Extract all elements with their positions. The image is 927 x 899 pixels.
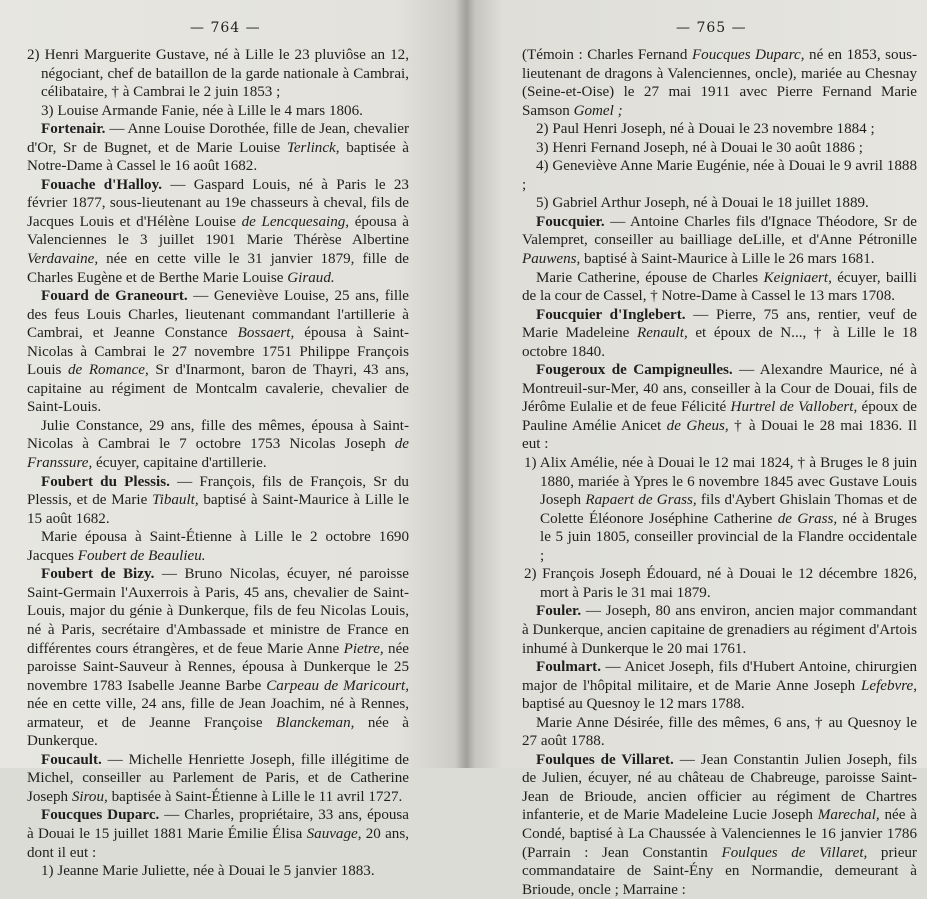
entry-name: Tibault, xyxy=(152,492,199,509)
entry-name: de Grass, xyxy=(777,510,838,527)
entry-text: — Pierre, 75 ans, rentier, veuf de Marie Madeleine xyxy=(522,306,917,342)
book-gutter xyxy=(455,0,475,768)
entry-name: Verdavaine, xyxy=(27,251,99,268)
entry-foubert-plessis xyxy=(27,473,409,529)
entry-heading: Foubert de Bizy. xyxy=(41,566,155,583)
entry-name: Lefebvre, xyxy=(860,677,917,694)
entry-fouard xyxy=(27,287,409,417)
entry-text: 1) Alix Amélie, née à Douai le 12 mai 1824, † à Bruges le 8 juin 1880, mariée à Ypres le 6 novembre 1845 avec Gustave Louis Joseph xyxy=(524,455,917,509)
entry-text: 20 ans, dont il eut : xyxy=(27,825,409,861)
entry-paragraph xyxy=(522,46,917,120)
entry-foucquier-inglebert xyxy=(522,306,917,362)
entry-heading: Foubert du Plessis. xyxy=(41,473,170,490)
entry-heading: Fouache d'Halloy. xyxy=(41,176,163,193)
entry-foucques-duparc xyxy=(27,806,409,862)
entry-heading: Foucquier d'Inglebert. xyxy=(536,306,686,323)
page-number-left: — 764 — xyxy=(190,20,261,36)
entry-foubert-bizy xyxy=(27,565,409,750)
entry-name: de Lencquesaing, xyxy=(241,213,350,230)
entry-text: Marie Catherine, épouse de Charles xyxy=(536,269,764,286)
left-page-text xyxy=(27,46,409,881)
entry-heading: Fougeroux de Campigneulles. xyxy=(536,362,733,379)
entry-name: Sauvage, xyxy=(306,825,362,842)
entry-text: né à Bruges le 5 juin 1805, conseiller provincial de la Flandre occidentale ; xyxy=(540,510,917,564)
entry-text: — Gaspard Louis, né à Paris le 23 février 1877, sous-lieutenant au 19e chasseurs à cheval, fils de Jacques Louis et d'Hélène Louise xyxy=(27,176,409,230)
entry-fougeroux xyxy=(522,361,917,454)
entry-text: Julie Constance, 29 ans, fille des mêmes, épousa à Saint-Nicolas à Cambrai le 7 octobre 1753 Nicolas Joseph xyxy=(27,417,409,453)
entry-name: Marechal, xyxy=(817,807,880,824)
entry-paragraph xyxy=(27,417,409,473)
list-item: 2) François Joseph Édouard, né à Douai le 12 décembre 1826, mort à Paris le 31 mai 1879. xyxy=(524,566,917,601)
entry-foulques-villaret xyxy=(522,751,917,899)
entry-name: de Gheus, xyxy=(666,417,729,434)
entry-name: Sirou, xyxy=(71,788,108,805)
entry-foucault xyxy=(27,751,409,807)
entry-text: baptisé au Quesnoy le 12 mars 1788. xyxy=(522,696,745,713)
list-item xyxy=(522,454,917,565)
entry-heading: Fouler. xyxy=(536,603,582,620)
entry-name: de Romance, xyxy=(67,362,149,379)
entry-heading: Foucault. xyxy=(41,751,102,768)
entry-foulmart xyxy=(522,658,917,714)
entry-text: baptisée à Notre-Dame à Cassel le 16 août 1682. xyxy=(27,139,409,175)
entry-text: écuyer, bailli de la cour de Cassel, † Notre-Dame à Cassel le 13 mars 1708. xyxy=(522,269,917,305)
entry-fouache xyxy=(27,176,409,287)
entry-heading: Foulmart. xyxy=(536,659,601,676)
entry-text: — Anne Louise Dorothée, fille de Jean, chevalier d'Or, Sr de Bugnet, et de Marie Louise xyxy=(27,121,409,156)
list-item: 1) Jeanne Marie Juliette, née à Douai le 5 janvier 1883. xyxy=(41,863,375,880)
entry-name: Rapaert de Grass, xyxy=(585,492,697,509)
list-item: 3) Henri Fernand Joseph, né à Douai le 30 août 1886 ; xyxy=(536,139,863,156)
right-page-text xyxy=(522,46,917,899)
entry-text: né en 1853, sous-lieutenant de dragons à Valenciennes, oncle), mariée au Chesnay (Seine-et-Oise) le 27 mai 1911 avec Pierre Fernand Marie Samson xyxy=(522,47,918,119)
entry-name: Blanckeman, xyxy=(276,714,355,731)
entry-paragraph xyxy=(522,269,917,306)
entry-fortenair xyxy=(27,120,409,176)
entry-text: — Geneviève Louise, 25 ans, fille des feus Louis Charles, lieutenant commandant l'artillerie à Cambrai, et Jeanne Constance xyxy=(27,288,409,342)
entry-text: née en cette ville le 31 janvier 1879, fille de Charles Eugène et de Berthe Marie Louise xyxy=(27,251,409,286)
entry-text: épousa à Saint-Nicolas à Cambrai le 27 novembre 1751 Philippe François Louis xyxy=(27,325,409,379)
entry-text: † à Douai le 28 mai 1836. Il eut : xyxy=(522,417,917,453)
list-item: 4) Geneviève Anne Marie Eugénie, née à Douai le 9 avril 1888 ; xyxy=(522,158,917,193)
entry-name: Keigniaert, xyxy=(763,269,832,286)
left-page xyxy=(0,0,466,880)
entry-name: Pietre, xyxy=(343,640,384,657)
entry-heading: Fortenair. xyxy=(41,121,106,138)
entry-name: Terlinck, xyxy=(286,139,340,156)
entry-name: Giraud. xyxy=(287,269,335,286)
entry-name: Hurtrel de Vallobert, xyxy=(730,399,858,416)
right-page xyxy=(466,0,927,898)
entry-name: Foucques Duparc, xyxy=(691,47,805,63)
entry-text: et époux de N..., † à Lille le 18 octobre 1840. xyxy=(522,325,917,360)
entry-text: — Antoine Charles fils d'Ignace Théodore, Sr de Valempret, conseiller au bailliage deLille, et d'Anne Pétronille xyxy=(522,213,917,249)
entry-text: baptisée à Saint-Étienne à Lille le 11 avril 1727. xyxy=(107,788,403,805)
entry-text: née à Condé, baptisé à La Chaussée à Valenciennes le 16 janvier 1786 (Parrain : Jean Constantin xyxy=(522,807,917,861)
entry-text: époux de Pauline Amélie Anicet xyxy=(522,399,917,434)
entry-text: née en cette ville, 24 ans, fille de Jean Joachim, né à Rennes, armateur, et de Jeanne Françoise xyxy=(27,696,409,731)
entry-text: — Jean Constantin Julien Joseph, fils de Julien, écuyer, né au château de Chabreuge, paroisse Saint-Jean de Brioude, ancien officier au régiment de Chartres infanterie, et de Marie Madeleine Lucie Joseph xyxy=(522,751,918,824)
entry-text: Marie épousa à Saint-Étienne à Lille le 2 octobre 1690 Jacques xyxy=(27,529,409,564)
entry-text: née à Dunkerque. xyxy=(27,714,409,750)
entry-name: Foulques de Villaret, xyxy=(721,844,868,861)
entry-paragraph xyxy=(27,528,409,565)
entry-text: — Alexandre Maurice, né à Montreuil-sur-Mer, 40 ans, conseiller à la Cour de Douai, fils de Jérôme Eulalie et de feue Félicité xyxy=(522,362,917,416)
entry-text: (Témoin : Charles Fernand xyxy=(522,47,692,63)
list-item: 5) Gabriel Arthur Joseph, né à Douai le 18 juillet 1889. xyxy=(536,195,869,212)
entry-name: Renault, xyxy=(637,325,688,342)
list-item: 2) Paul Henri Joseph, né à Douai le 23 novembre 1884 ; xyxy=(536,121,875,138)
entry-text: baptisé à Saint-Maurice à Lille le 15 août 1682. xyxy=(27,492,409,527)
entry-text: — Joseph, 80 ans environ, ancien major commandant à Dunkerque, ancien capitaine de grenadiers au régiment d'Artois inhumé à Dunkerque le 20 mai 1761. xyxy=(522,603,917,657)
entry-name: Bossaert, xyxy=(237,325,295,342)
entry-text: née paroisse Saint-Sauveur à Rennes, épousa à Dunkerque le 25 novembre 1783 Isabelle Jeanne Barbe xyxy=(27,640,409,694)
entry-text: — Michelle Henriette Joseph, fille illégitime de Michel, conseiller au Parlement de Paris, et de Catherine Joseph xyxy=(27,751,409,805)
entry-text: — Bruno Nicolas, écuyer, né paroisse Saint-Germain l'Auxerrois à Paris, 45 ans, chevalier de Saint-Louis, major du génie à Dunkerque, fils de feu Nicolas Louis, né à Paris, secrétaire d'Ambassade et ministre de France en différentes cours étrangères, et de feue Marie Anne xyxy=(27,566,409,657)
page-number-right: — 765 — xyxy=(676,20,747,36)
entry-text: — Anicet Joseph, fils d'Hubert Antoine, chirurgien major de l'hôpital militaire, et de Marie Anne Joseph xyxy=(522,659,917,694)
entry-text: baptisé à Saint-Maurice à Lille le 26 mars 1681. xyxy=(580,251,875,268)
entry-heading: Fouard de Graneourt. xyxy=(41,288,188,305)
entry-heading: Foucques Duparc. xyxy=(41,807,160,824)
entry-text: prieur commandataire de Saint-Ény en Normandie, demeurant à Brioude, oncle ; Marraine : xyxy=(522,844,917,898)
entry-text: — François, fils de François, Sr du Plessis, et de Marie xyxy=(27,473,409,509)
entry-text: — Charles, propriétaire, 33 ans, épousa à Douai le 15 juillet 1881 Marie Émilie Élisa xyxy=(27,807,410,842)
entry-foucquier xyxy=(522,213,917,269)
entry-text: écuyer, capitaine d'artillerie. xyxy=(92,455,267,472)
entry-text: fils d'Aybert Ghislain Thomas et de Colette Éléonore Joséphine Catherine xyxy=(540,492,917,527)
entry-name: Foubert de Beaulieu. xyxy=(77,547,206,564)
entry-heading: Foucquier. xyxy=(536,213,605,230)
entry-name: Carpeau de Maricourt, xyxy=(266,677,409,694)
list-item: 3) Louise Armande Fanie, née à Lille le 4 mars 1806. xyxy=(41,102,363,119)
entry-paragraph: Marie Anne Désirée, fille des mêmes, 6 ans, † au Quesnoy le 27 août 1788. xyxy=(522,714,917,750)
entry-name: Gomel ; xyxy=(573,102,623,119)
entry-text: Sr d'Inarmont, baron de Thayri, 43 ans, capitaine au régiment de Montcalm cavalerie, chevalier de Saint-Louis. xyxy=(27,362,410,416)
entry-heading: Foulques de Villaret. xyxy=(536,751,674,768)
entry-name: de Franssure, xyxy=(27,436,409,472)
list-item: 2) Henri Marguerite Gustave, né à Lille le 23 pluviôse an 12, négociant, chef de bataillon de la garde nationale à Cambrai, célibataire, † à Cambrai le 2 juin 1853 ; xyxy=(27,47,409,101)
entry-text: épousa à Valenciennes le 3 juillet 1901 Marie Thérèse Albertine xyxy=(27,213,409,249)
entry-fouler xyxy=(522,602,917,658)
entry-name: Pauwens, xyxy=(522,251,581,268)
